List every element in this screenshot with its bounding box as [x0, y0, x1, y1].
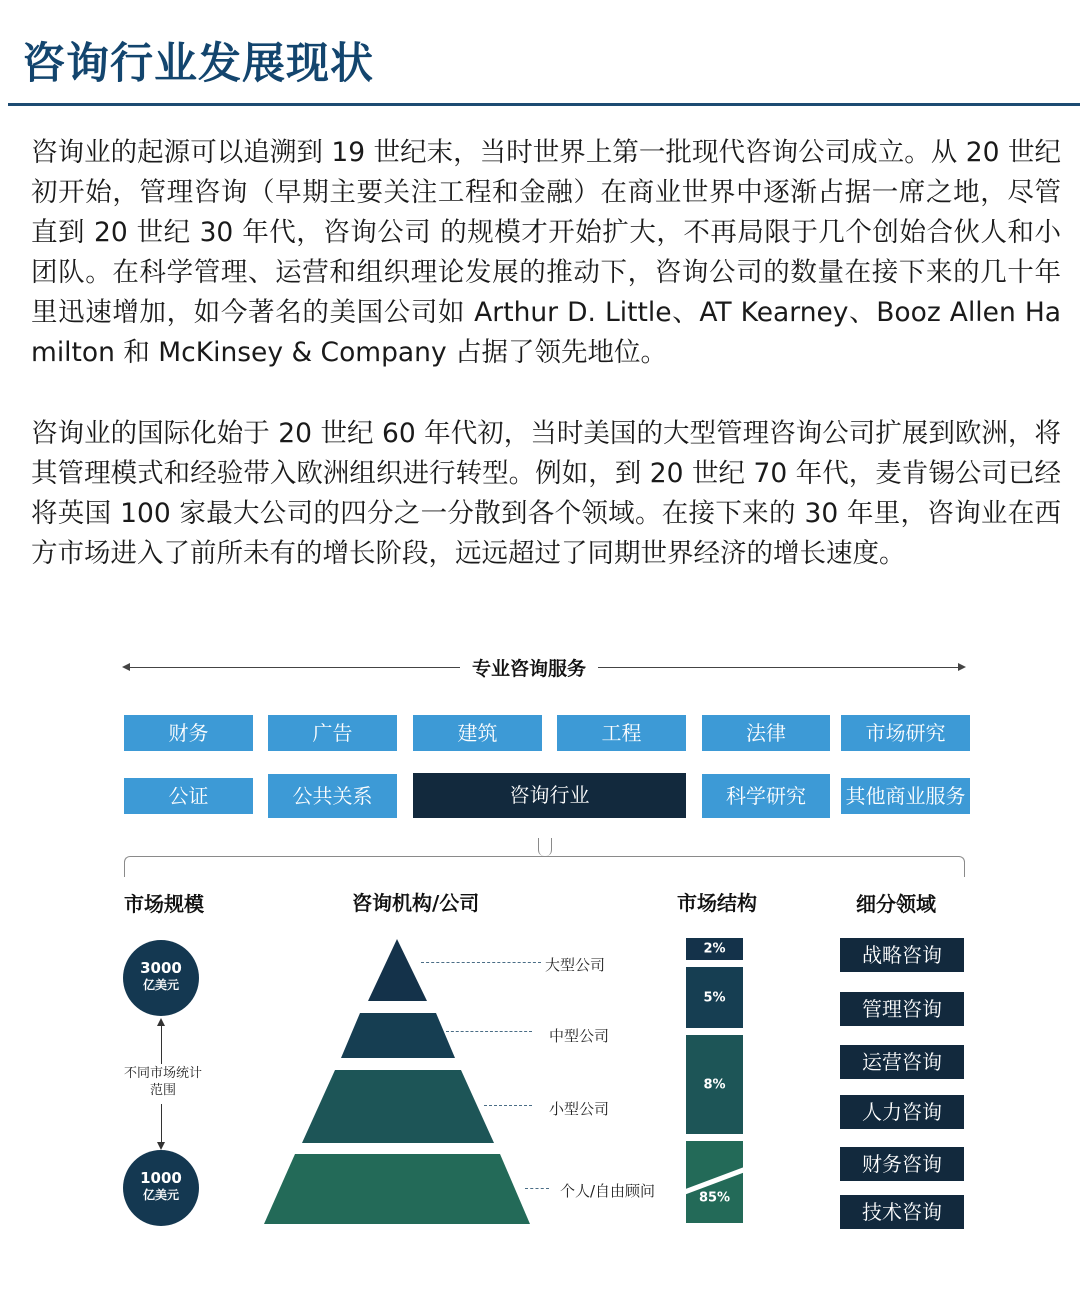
market-size-top-unit: 亿美元 — [142, 978, 179, 992]
segment-operations: 运营咨询 — [840, 1045, 964, 1079]
firms-pyramid — [260, 936, 535, 1226]
services-arrow-left-line — [124, 667, 460, 668]
segment-finance: 财务咨询 — [840, 1147, 964, 1181]
firms-heading: 咨询机构/公司 — [352, 891, 480, 915]
market-size-top-circle — [123, 940, 199, 1016]
service-finance: 财务 — [124, 715, 253, 751]
segment-hr: 人力咨询 — [840, 1095, 964, 1129]
pyramid-tier-small — [302, 1070, 494, 1143]
market-bar-large — [686, 938, 743, 960]
intro-paragraph-1: 咨询业的起源可以追溯到 19 世纪末，当时世界上第一批现代咨询公司成立。从 20 世纪初开始，管理咨询（早期主要关注工程和金融）在商业世界中逐渐占据一席之地，尽管直到 20 世纪 30 年代，咨询公司 的规模才开始扩大，不再局限于几个创始合伙人和小团队。在科学管理、运营和组织理论发展的推动下，咨询公司的数量在接下来的几十年里迅速增加，如今著名的美国公司如 Arthur D. Little、AT Kearney、Booz Allen Hamilton 和 McKinsey & Company 占据了领先地位。 — [31, 137, 1061, 368]
services-arrow-right-line — [598, 667, 964, 668]
services-title: 专业咨询服务 — [471, 658, 586, 680]
axis-break-icon — [680, 1163, 750, 1203]
pyramid-tier-medium — [341, 1013, 455, 1058]
arrow-right-icon — [958, 663, 966, 671]
service-market-research: 市场研究 — [841, 715, 970, 751]
market-share-individual: 85% — [698, 1190, 731, 1206]
service-scientific-research: 科学研究 — [702, 774, 830, 818]
segment-technology: 技术咨询 — [840, 1195, 964, 1229]
title-underline — [8, 103, 1080, 106]
service-notary: 公证 — [124, 778, 253, 814]
arrow-down-icon — [157, 1142, 165, 1150]
tier-label-individual: 个人/自由顾问 — [560, 1182, 656, 1200]
market-size-heading: 市场规模 — [124, 892, 204, 916]
market-share-small: 8% — [703, 1077, 726, 1092]
scope-line-bottom — [161, 1104, 162, 1144]
intro-paragraph-2: 咨询业的国际化始于 20 世纪 60 年代初，当时美国的大型管理咨询公司扩展到欧洲，将其管理模式和经验带入欧洲组织进行转型。例如，到 20 世纪 70 年代，麦肯锡公司已经将英国 100 家最大公司的四分之一分散到各个领域。在接下来的 30 年里，咨询业在西方市场进入了前所未有的增长阶段，远远超过了同期世界经济的增长速度。 — [31, 418, 1061, 569]
leader-line-small — [484, 1105, 532, 1106]
market-structure-heading: 市场结构 — [677, 891, 757, 915]
segment-management: 管理咨询 — [840, 992, 964, 1026]
market-share-large: 2% — [703, 941, 726, 957]
segments-heading: 细分领域 — [856, 892, 936, 916]
brace-left — [124, 856, 545, 877]
market-size-bottom-unit: 亿美元 — [142, 1188, 179, 1202]
service-architecture: 建筑 — [413, 715, 542, 751]
market-bar-small — [686, 1035, 743, 1134]
segment-strategy: 战略咨询 — [840, 938, 964, 972]
market-scope-note: 不同市场统计范围 — [123, 1066, 202, 1098]
leader-line-individual — [525, 1188, 549, 1189]
service-other-business: 其他商业服务 — [841, 778, 970, 814]
service-public-relations: 公共关系 — [268, 774, 397, 818]
scope-line-top — [161, 1024, 162, 1064]
brace-right — [544, 856, 965, 877]
market-size-bottom-value: 1000 — [140, 1169, 182, 1187]
market-size-top-value: 3000 — [140, 959, 182, 977]
market-bar-medium — [686, 967, 743, 1028]
service-engineering: 工程 — [557, 715, 686, 751]
service-law: 法律 — [702, 715, 830, 751]
tier-label-medium: 中型公司 — [549, 1027, 610, 1045]
tier-label-small: 小型公司 — [549, 1100, 610, 1118]
service-consulting-industry: 咨询行业 — [413, 773, 686, 818]
arrow-left-icon — [122, 663, 130, 671]
market-share-medium: 5% — [703, 990, 726, 1005]
tier-label-large: 大型公司 — [545, 956, 606, 974]
market-size-bottom-circle — [123, 1150, 199, 1226]
pyramid-tier-individual — [264, 1154, 530, 1224]
page-title: 咨询行业发展现状 — [22, 39, 374, 89]
brace-notch — [538, 838, 552, 856]
leader-line-large — [421, 962, 541, 963]
pyramid-tier-large — [368, 939, 427, 1001]
service-advertising: 广告 — [268, 715, 397, 751]
leader-line-medium — [446, 1031, 532, 1032]
